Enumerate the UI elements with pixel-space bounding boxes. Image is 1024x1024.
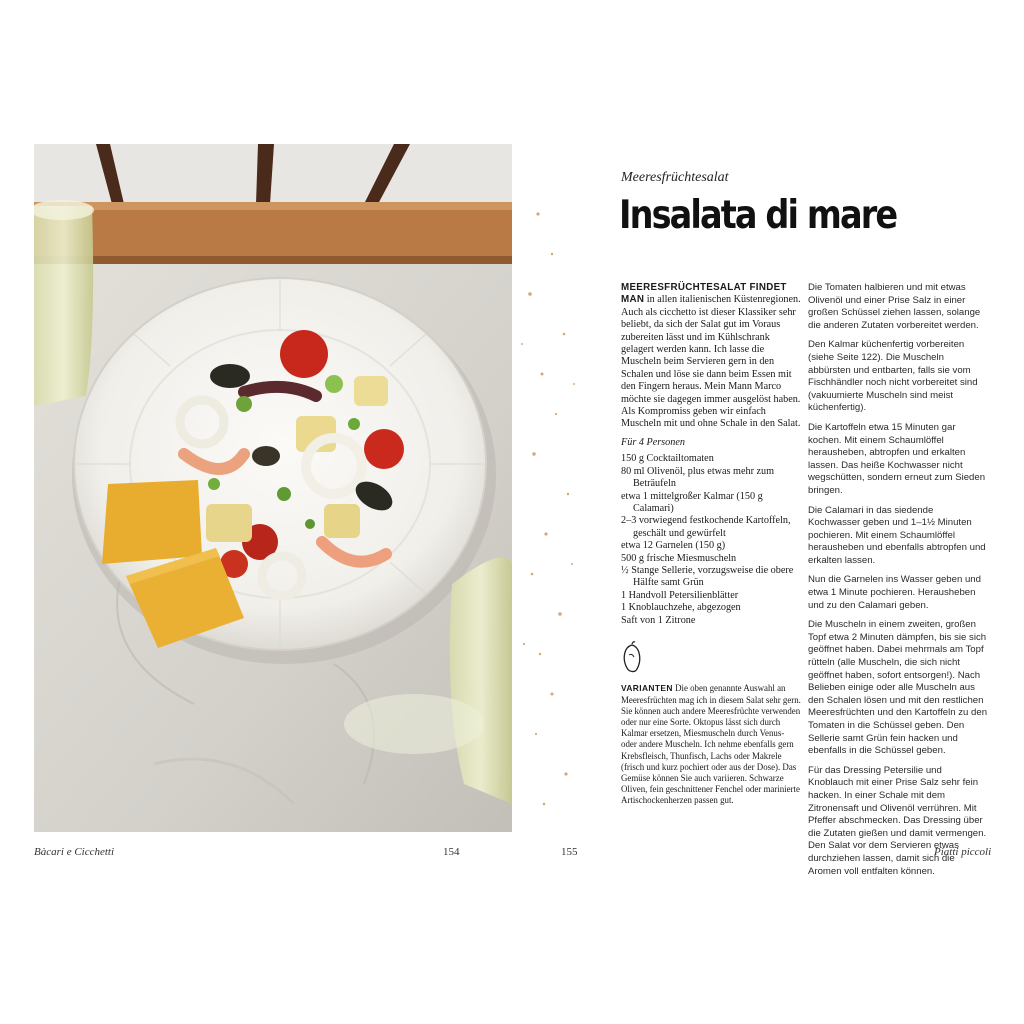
ingredient-item: 2–3 vorwiegend festkochende Kartoffeln, geschält und gewürfelt [621, 515, 791, 539]
left-running-title: Bàcari e Cicchetti [34, 846, 115, 858]
ingredient-item: etwa 1 mittelgroßer Kalmar (150 g Calamari) [621, 490, 763, 514]
ingredient-item: 1 Handvoll Petersilienblätter [621, 589, 739, 601]
method-step: Die Muscheln in einem zweiten, großen Topf etwa 2 Minuten dämpfen, bis sie sich geöffnet haben. Dabei mehrmals am Topf rütteln (alle Muscheln, die sich nicht geöffnet haben, sofort entsorgen!). Nach Belieben einige oder alle Muscheln aus den Schalen lösen und mit den restlichen Meeresfrüchten und den Kartoffeln zu den Tomaten in die Schüssel geben. Den Sellerie samt Grün fein hacken und ebenfalls in die Schüssel geben. [808, 619, 988, 757]
recipe-subtitle: Meeresfrüchtesalat [621, 170, 729, 185]
ingredient-item: ½ Stange Sellerie, vorzugsweise die obere Hälfte samt Grün [621, 564, 794, 589]
method-step: Die Kartoffeln etwa 15 Minuten gar kochen. Mit einem Schaumlöffel herausheben, abtropfen und erkalten lassen. Das heiße Kochwasser nicht wegschütten, sondern erneut zum Sieden bringen. [808, 421, 986, 496]
serves: Für 4 Personen [621, 436, 685, 448]
seafood-salad-illustration [34, 144, 512, 832]
food-photo [34, 144, 512, 832]
method-column [808, 282, 988, 885]
lemon-icon [621, 641, 643, 675]
method-step: Den Kalmar küchenfertig vorbereiten (siehe Seite 122). Die Muscheln abbürsten und entbarten, falls sie vom Fischhändler noch nicht vorbereitet sind (vakuumierte Muscheln sind meist küchenfertig). [808, 339, 978, 414]
ingredient-item: 1 Knoblauchzehe, abgezogen [621, 602, 741, 614]
variants-text: Die oben genannte Auswahl an Meeresfrüchten mag ich in diesem Salat sehr gern. Sie können auch andere Meeresfrüchte verwenden oder nur eine Sorte. Oktopus lässt sich durch Kalmar ersetzen, Miesmuscheln durch Venus- oder andere Muscheln. Ich nehme ebenfalls gern Krebsfleisch, Thunfisch, Lachs oder Makrele (frisch und kurz pochiert oder aus der Dose). Das Gemüse können Sie auch variieren. Schwarze Oliven, fein geschnittener Fenchel oder marinierte Artischockenherzen passen gut. [621, 683, 801, 806]
ingredient-item: etwa 12 Garnelen (150 g) [621, 540, 726, 552]
variants-note [621, 683, 801, 806]
ingredient-item: Saft von 1 Zitrone [621, 614, 696, 626]
method-step: Nun die Garnelen ins Wasser geben und etwa 1 Minute pochieren. Herausheben und zu den Calamari geben. [808, 574, 981, 611]
ingredient-list [621, 453, 801, 627]
intro-lead-caps: MEERESFRÜCHTESALAT FINDET MAN [621, 282, 787, 306]
left-page-number: 154 [443, 846, 460, 858]
method-step: Für das Dressing Petersilie und Knoblauch mit einer Prise Salz sehr fein hacken. In einer Schale mit dem Zitronensaft und Olivenöl verrühren. Mit Pfeffer abschmecken. Das Dressing über die Zutaten gießen und damit vermengen. Den Salat vor dem Servieren etwas durchziehen lassen, damit sich die Aromen voll entfalten können. [808, 764, 987, 877]
variants-label: VARIANTEN [621, 683, 673, 694]
method-step: Die Calamari in das siedende Kochwasser geben und 1–1½ Minuten pochieren. Mit einem Schaumlöffel herausheben und ebenfalls abtropfen und erkalten lassen. [808, 504, 986, 566]
ingredient-item: 150 g Cocktailtomaten [621, 453, 714, 465]
ingredient-item: 500 g frische Miesmuscheln [621, 552, 737, 564]
intro-paragraph [621, 282, 801, 431]
right-page-number: 155 [561, 846, 578, 858]
ingredient-item: 80 ml Olivenöl, plus etwas mehr zum Beträufeln [621, 465, 775, 490]
method-step: Die Tomaten halbieren und mit etwas Olivenöl und einer Prise Salz in einer großen Schüssel ziehen lassen, solange die anderen Zutaten vorbereitet werden. [808, 282, 981, 331]
intro-text: in allen italienischen Küstenregionen. Auch als cicchetto ist dieser Klassiker sehr beliebt, da sich der Salat gut im Voraus zubereiten lässt und im Kühlschrank gelagert werden kann. Ich lasse die Muscheln beim Servieren gern in den Schalen und löse sie dann beim Essen mit den Fingern heraus. Mein Mann Marco möchte sie dagegen immer ausgelöst haben. Als Kompromiss geben wir einfach Muscheln mit und ohne Schale in den Salat. [621, 294, 801, 430]
speckle-decoration [512, 144, 592, 832]
intro-ingredients-column [621, 282, 801, 807]
right-running-title: Piatti piccoli [934, 846, 992, 858]
recipe-title: Insalata di mare [619, 193, 897, 238]
